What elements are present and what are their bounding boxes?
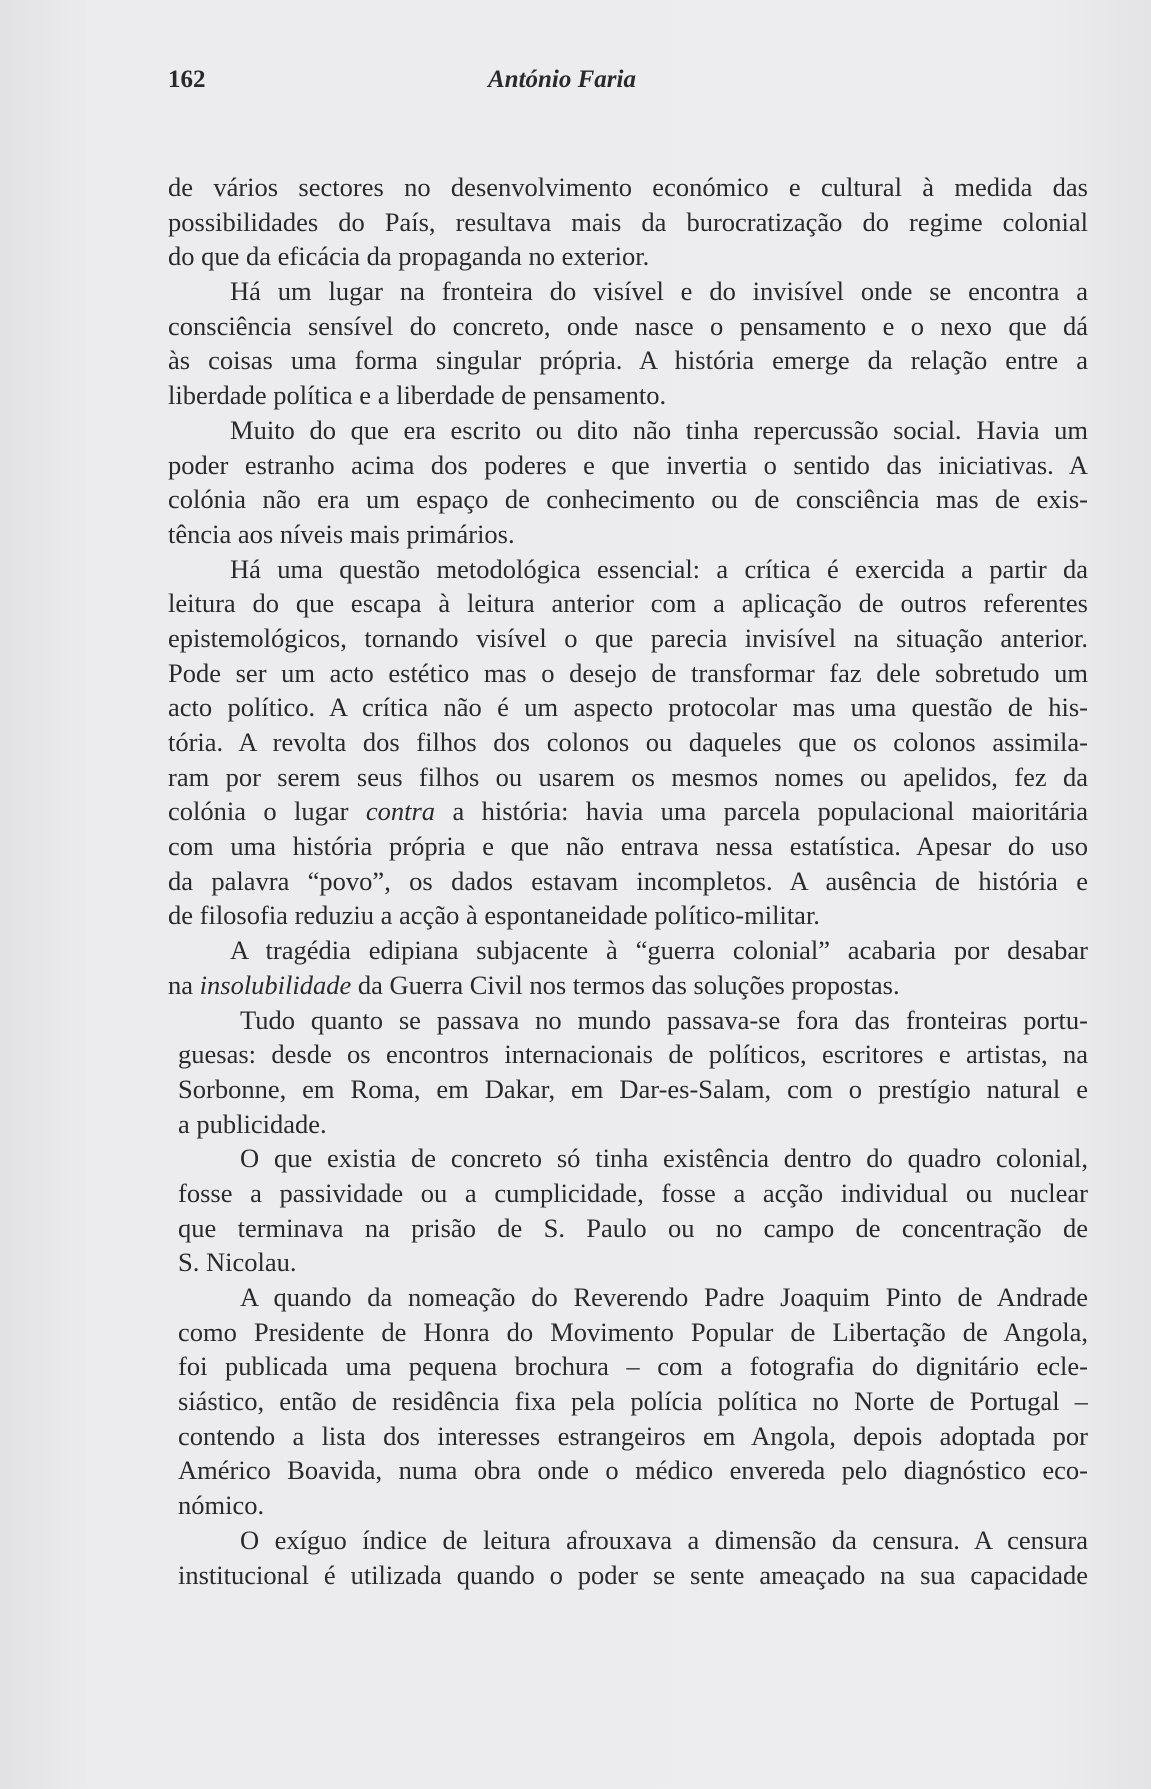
text-line: Pode ser um acto estético mas o desejo de transformar faz dele sobretudo um: [168, 657, 1088, 688]
text-line: a publicidade.: [178, 1108, 327, 1139]
text-line: [168, 794, 1088, 829]
text-line: Muito do que era escrito ou dito não tinha repercussão social. Havia um: [230, 414, 1088, 445]
text-line: do que da eficácia da propaganda no exterior.: [168, 241, 650, 272]
text-line: contendo a lista dos interesses estrangeiros em Angola, depois adoptada por: [178, 1420, 1088, 1451]
text-line: da palavra “povo”, os dados estavam incompletos. A ausência de história e: [168, 865, 1088, 896]
text-line: Tudo quanto se passava no mundo passava-se fora das fronteiras portu-: [240, 1004, 1088, 1035]
text-line: guesas: desde os encontros internacionais de políticos, escritores e artistas, na: [178, 1039, 1088, 1070]
page-number: 162: [168, 66, 206, 93]
text-line: leitura do que escapa à leitura anterior com a aplicação de outros referentes: [168, 588, 1088, 619]
text-line: foi publicada uma pequena brochura – com a fotografia do dignitário ecle-: [178, 1351, 1088, 1382]
text-line: de vários sectores no desenvolvimento económico e cultural à medida das: [168, 172, 1088, 202]
text-line: consciência sensível do concreto, onde nasce o pensamento e o nexo que dá: [168, 310, 1088, 341]
text-segment: da Guerra Civil nos termos das soluções propostas.: [351, 969, 900, 1000]
text-line: nómico.: [178, 1490, 265, 1521]
text-line: como Presidente de Honra do Movimento Popular de Libertação de Angola,: [178, 1316, 1088, 1347]
body-text: [168, 170, 1088, 1592]
text-line: poder estranho acima dos poderes e que invertia o sentido das iniciativas. A: [168, 449, 1088, 480]
running-title: António Faria: [488, 66, 636, 93]
text-line: Há uma questão metodológica essencial: a crítica é exercida a partir da: [230, 553, 1088, 584]
text-line: tência aos níveis mais primários.: [168, 518, 515, 549]
italic-emphasis: contra: [365, 796, 436, 827]
page-header: [168, 66, 1086, 100]
text-line: A quando da nomeação do Reverendo Padre Joaquim Pinto de Andrade: [240, 1282, 1088, 1312]
text-line: S. Nicolau.: [178, 1247, 297, 1278]
text-line: Há um lugar na fronteira do visível e do invisível onde se encontra a: [230, 276, 1088, 307]
text-line: Sorbonne, em Roma, em Dakar, em Dar-es-Salam, com o prestígio natural e: [178, 1073, 1088, 1104]
text-line: O que existia de concreto só tinha existência dentro do quadro colonial,: [240, 1143, 1088, 1174]
text-line: siástico, então de residência fixa pela polícia política no Norte de Portugal –: [178, 1386, 1088, 1417]
text-line: liberdade política e a liberdade de pensamento.: [168, 380, 667, 411]
text-line: tória. A revolta dos filhos dos colonos ou daqueles que os colonos assimila-: [168, 727, 1088, 757]
text-line: acto político. A crítica não é um aspecto protocolar mas uma questão de his-: [168, 692, 1088, 723]
text-line: institucional é utilizada quando o poder se sente ameaçado na sua capacidade: [178, 1559, 1088, 1590]
text-segment: colónia o lugar: [168, 796, 366, 827]
text-line: às coisas uma forma singular própria. A história emerge da relação entre a: [168, 345, 1088, 376]
text-line: A tragédia edipiana subjacente à “guerra colonial” acabaria por desabar: [230, 935, 1088, 966]
text-line: epistemológicos, tornando visível o que parecia invisível na situação anterior.: [168, 622, 1088, 653]
text-line: que terminava na prisão de S. Paulo ou no campo de concentração de: [178, 1212, 1088, 1243]
text-segment: na: [168, 969, 200, 1000]
text-line: ram por serem seus filhos ou usarem os mesmos nomes ou apelidos, fez da: [168, 761, 1088, 792]
text-line: O exíguo índice de leitura afrouxava a dimensão da censura. A censura: [240, 1524, 1088, 1555]
text-segment: a história: havia uma parcela populacional maioritária: [435, 796, 1088, 827]
text-line: de filosofia reduziu a acção à espontaneidade político-militar.: [168, 900, 820, 931]
text-line: Américo Boavida, numa obra onde o médico envereda pelo diagnóstico eco-: [178, 1455, 1088, 1486]
text-line: fosse a passividade ou a cumplicidade, fosse a acção individual ou nuclear: [178, 1177, 1088, 1208]
text-line: [168, 968, 1088, 1003]
text-line: com uma história própria e que não entrava nessa estatística. Apesar do uso: [168, 831, 1088, 862]
text-line: colónia não era um espaço de conhecimento ou de consciência mas de exis-: [168, 484, 1088, 515]
text-line: possibilidades do País, resultava mais da burocratização do regime colonial: [168, 206, 1088, 237]
italic-emphasis: insolubilidade: [199, 969, 352, 1000]
